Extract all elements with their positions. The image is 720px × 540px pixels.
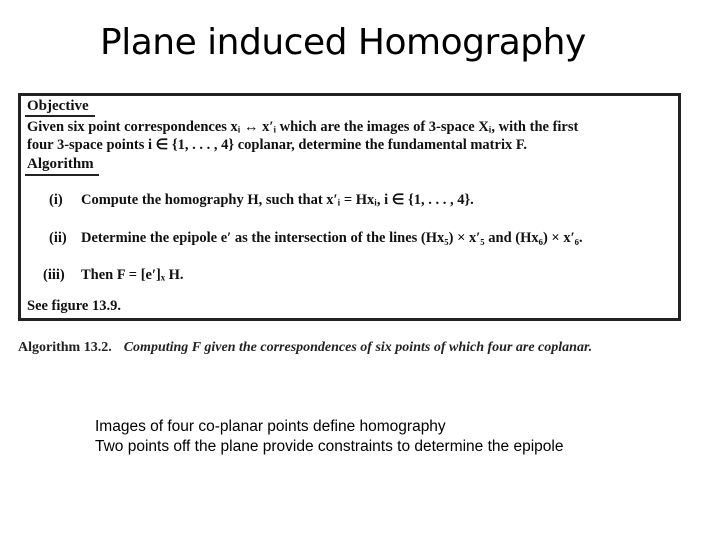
caption-label: Algorithm 13.2.: [18, 340, 112, 355]
objective-underline: [25, 115, 95, 117]
slide-title: Plane induced Homography: [100, 22, 586, 63]
objective-line-2: four 3-space points i ∈ {1, . . . , 4} coplanar, determine the fundamental matrix F.: [27, 137, 528, 153]
step-3-text: Then F = [e′]ₓ H.: [81, 267, 184, 283]
step-1-text: Compute the homography H, such that x′ᵢ = Hxᵢ, i ∈ {1, . . . , 4}.: [81, 192, 474, 208]
step-3: [43, 267, 184, 284]
caption-text: Computing F given the correspondences of six points of which four are coplanar.: [123, 340, 593, 355]
objective-heading: Objective: [27, 98, 89, 114]
step-2-number: (ii): [49, 230, 67, 246]
step-2: [49, 230, 583, 247]
step-3-number: (iii): [43, 267, 65, 283]
algorithm-underline: [25, 174, 99, 176]
note-homography: Images of four co-planar points define homography: [95, 418, 446, 435]
algorithm-caption: [18, 340, 592, 356]
objective-line-1: Given six point correspondences xᵢ ↔ x′ᵢ which are the images of 3-space Xᵢ, with the first: [27, 119, 579, 135]
step-2-text: Determine the epipole e′ as the intersection of the lines (Hx₅) × x′₅ and (Hx₆) × x′₆.: [81, 230, 583, 246]
algorithm-heading: Algorithm: [27, 156, 94, 172]
note-epipole: Two points off the plane provide constraints to determine the epipole: [95, 438, 564, 455]
step-1-number: (i): [49, 192, 63, 208]
step-1: [49, 192, 474, 209]
see-figure: See figure 13.9.: [27, 298, 121, 314]
algorithm-box: [18, 93, 681, 321]
